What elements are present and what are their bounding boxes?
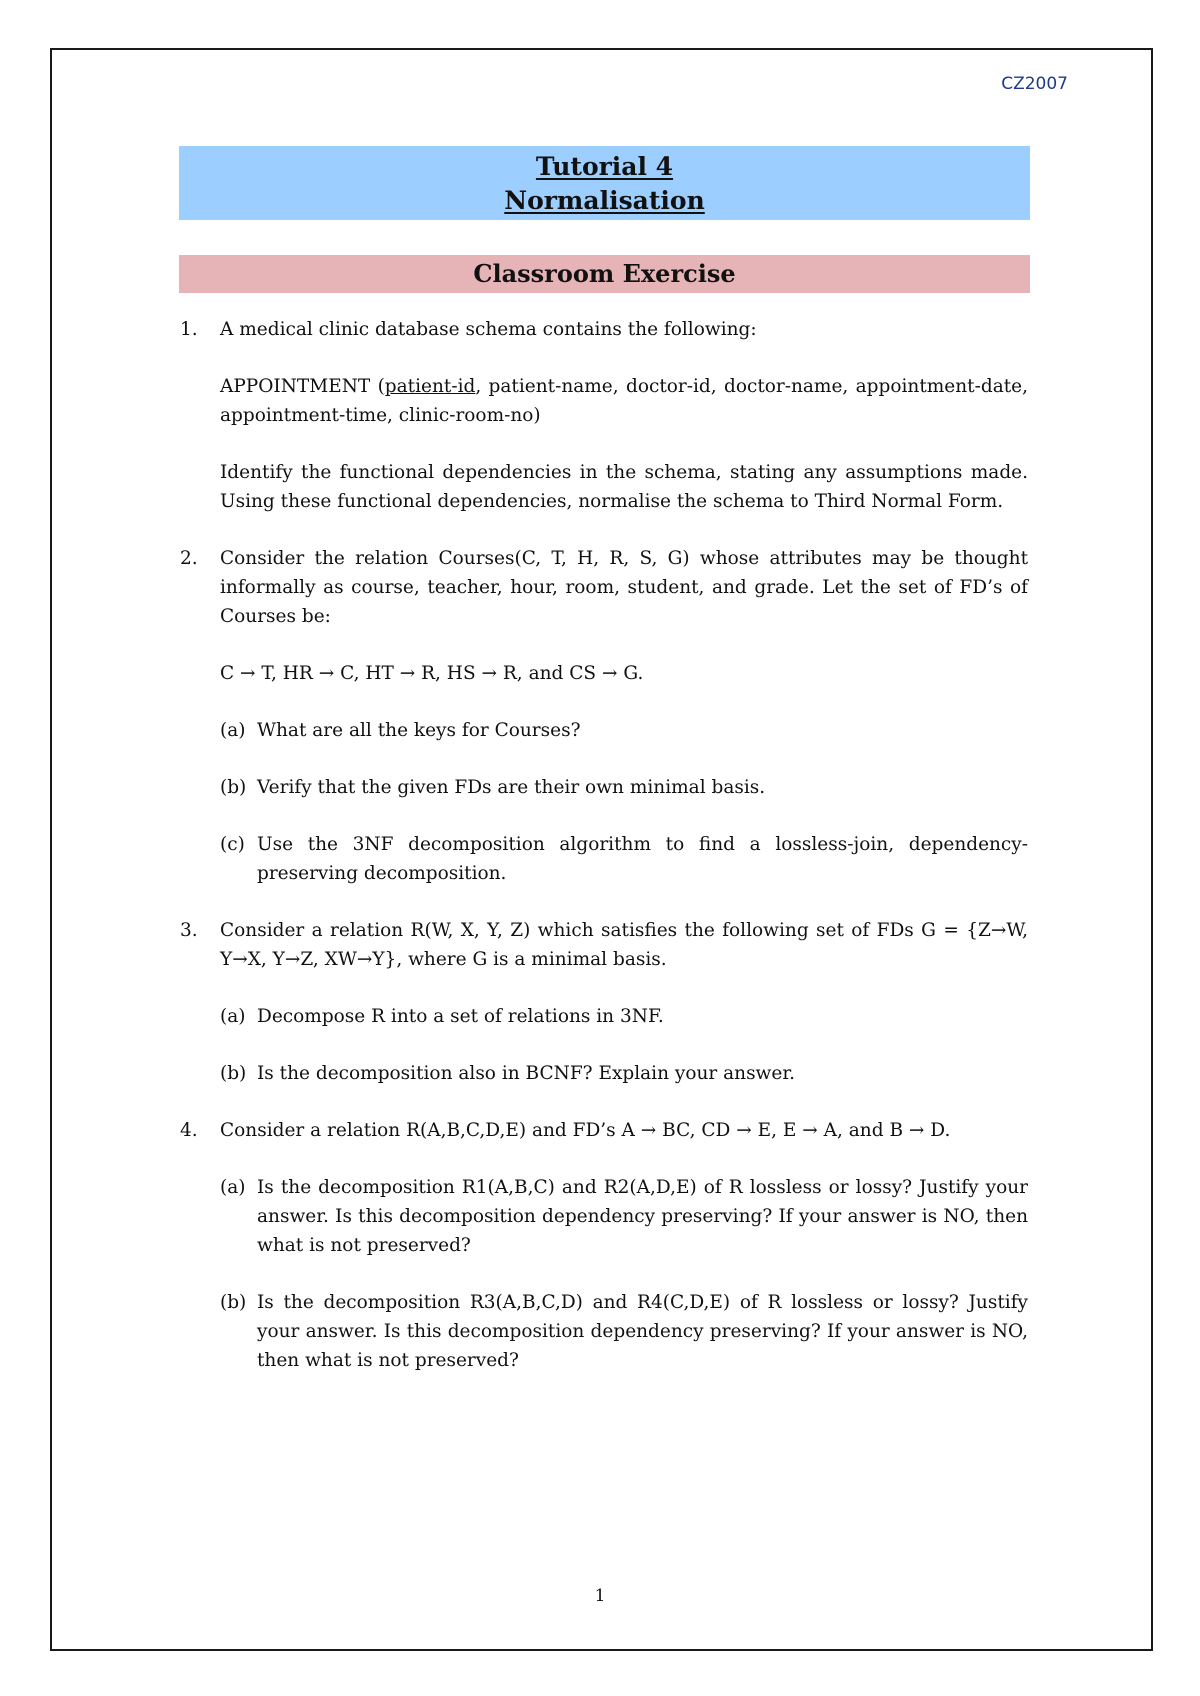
sub-question-text: Verify that the given FDs are their own minimal basis. [257,777,766,798]
sub-question-text: Use the 3NF decomposition algorithm to find a lossless-join, dependency-preserving decomposition. [257,834,1028,884]
sub-question-text: Decompose R into a set of relations in 3NF. [257,1006,664,1027]
sub-question [220,1002,1028,1031]
sub-question-label: (b) [220,1292,247,1313]
question-intro: Consider a relation R(W, X, Y, Z) which satisfies the following set of FDs G = {Z→W, Y→X, Y→Z, XW→Y}, where G is a minimal basis. [220,920,1028,970]
sub-question [220,1288,1028,1375]
question-1 [180,315,1028,516]
question-4 [180,1116,1028,1375]
sub-question-label: (a) [220,720,246,741]
sub-question [220,716,1028,745]
question-intro: Consider the relation Courses(C, T, H, R, S, G) whose attributes may be thought informally as course, teacher, hour, room, student, and grade. Let the set of FD’s of Courses be: [220,548,1028,627]
course-code: CZ2007 [1001,74,1068,94]
schema-definition [220,372,1028,430]
tutorial-subtitle: Normalisation [504,186,705,215]
question-2 [180,544,1028,888]
question-3 [180,916,1028,1088]
tutorial-title: Tutorial 4 [535,152,674,181]
schema-primary-key: patient-id [384,376,476,397]
section-heading: Classroom Exercise [179,255,1030,293]
sub-question-label: (b) [220,1063,247,1084]
sub-question [220,1173,1028,1260]
page-number: 1 [594,1586,606,1606]
sub-question-label: (a) [220,1006,246,1027]
sub-question [220,773,1028,802]
sub-question-text: Is the decomposition R3(A,B,C,D) and R4(C,D,E) of R lossless or lossy? Justify your answer. Is this decomposition dependency preserving? If your answer is NO, then what is not preserved? [257,1292,1028,1371]
sub-question-text: What are all the keys for Courses? [257,720,581,741]
schema-attributes: , patient-name, doctor-id, doctor-name, appointment-date, appointment-time, clinic-room-no) [220,376,1028,426]
sub-question-text: Is the decomposition R1(A,B,C) and R2(A,D,E) of R lossless or lossy? Justify your answer. Is this decomposition dependency preserving? If your answer is NO, then what is not preserved? [257,1177,1028,1256]
schema-prefix: APPOINTMENT ( [220,376,385,397]
question-intro: A medical clinic database schema contains the following: [220,319,757,340]
functional-dependencies: C → T, HR → C, HT → R, HS → R, and CS → G. [220,663,644,684]
sub-question [220,830,1028,888]
question-number: 2. [180,548,198,569]
question-number: 4. [180,1120,198,1141]
sub-question-label: (a) [220,1177,246,1198]
sub-question [220,1059,1028,1088]
question-intro: Consider a relation R(A,B,C,D,E) and FD’s A → BC, CD → E, E → A, and B → D. [220,1120,951,1141]
question-task: Identify the functional dependencies in the schema, stating any assumptions made. Using these functional dependencies, normalise the schema to Third Normal Form. [220,462,1028,512]
questions-list [180,315,1028,1403]
question-number: 1. [180,319,198,340]
question-number: 3. [180,920,198,941]
sub-question-text: Is the decomposition also in BCNF? Explain your answer. [257,1063,796,1084]
title-banner [179,146,1030,220]
sub-question-label: (c) [220,834,245,855]
sub-question-label: (b) [220,777,247,798]
